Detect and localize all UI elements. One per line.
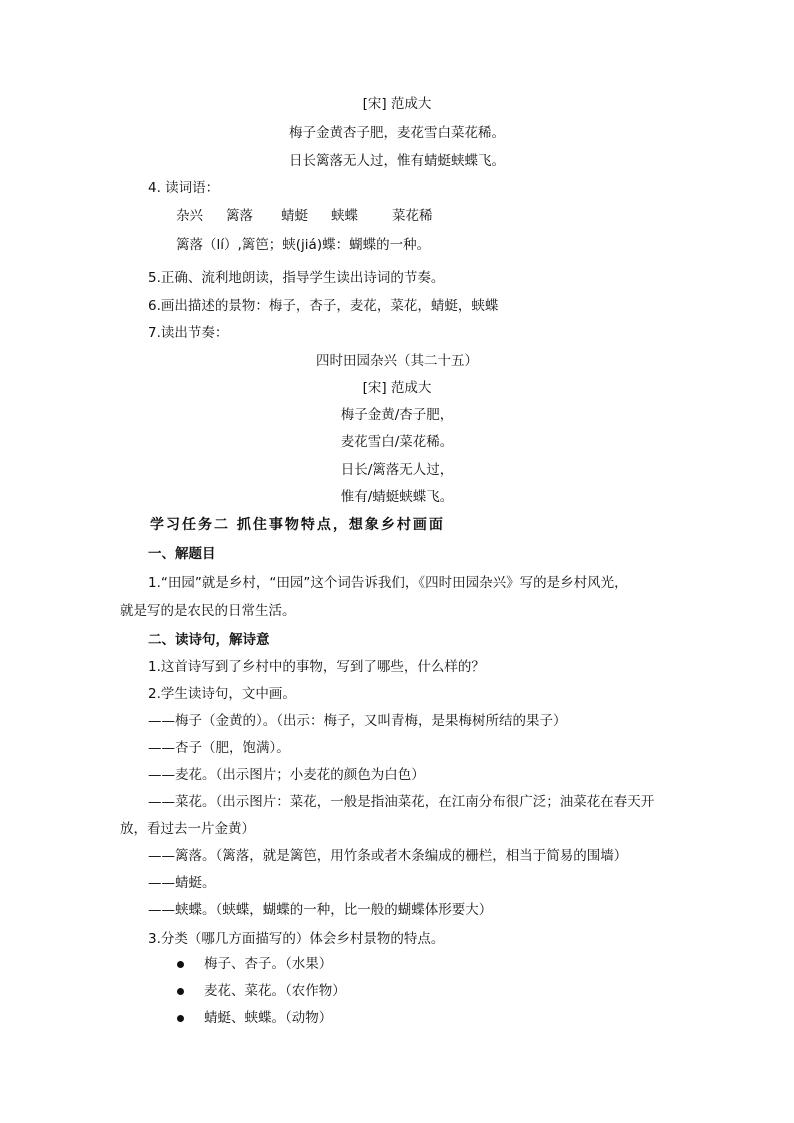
section2-q2: 2.学生读诗句，文中画。 <box>148 686 296 702</box>
vocab-word-2: 篱落 <box>226 208 253 224</box>
list-item: ——蜻蜓。 <box>148 875 216 891</box>
step6: 6.画出描述的景物：梅子，杏子，麦花，菜花，蜻蜓，蛱蝶 <box>148 298 499 314</box>
bullet-icon <box>177 1015 184 1022</box>
section2-q1: 1.这首诗写到了乡村中的事物，写到了哪些，什么样的？ <box>148 659 485 675</box>
step4-title: 4. 读词语： <box>148 180 220 196</box>
poem2-line4: 惟有/蜻蜓蛱蝶飞。 <box>340 489 454 505</box>
bullet-item: 蜻蜓、蛱蝶。（动物） <box>204 1010 333 1026</box>
list-item: ——麦花。（出示图片；小麦花的颜色为白色） <box>148 767 425 783</box>
bullet-icon <box>177 961 184 968</box>
section2-q3: 3.分类（哪几方面描写的）体会乡村景物的特点。 <box>148 931 445 947</box>
vocab-word-5: 菜花稀 <box>392 208 433 224</box>
poem2-line1: 梅子金黄/杏子肥， <box>340 407 454 423</box>
vocab-word-4: 蛱蝶 <box>331 208 358 224</box>
list-item: ——杏子（肥，饱满）。 <box>148 740 290 756</box>
step7: 7.读出节奏： <box>148 325 229 341</box>
list-item: ——梅子（金黄的）。（出示：梅子，又叫青梅，是果梅树所结的果子） <box>148 713 567 729</box>
section1-para-line2: 就是写的是农民的日常生活。 <box>120 603 296 619</box>
list-item: ——蛱蝶。（蛱蝶，蝴蝶的一种，比一般的蝴蝶体形要大） <box>148 902 493 918</box>
vocab-word-3: 蜻蜓 <box>281 208 308 224</box>
poem1-line2: 日长篱落无人过，惟有蜻蜓蛱蝶飞。 <box>289 153 505 169</box>
poem2-line3: 日长/篱落无人过， <box>340 462 454 478</box>
task2-heading: 学习任务二 抓住事物特点，想象乡村画面 <box>150 517 445 533</box>
bullet-icon <box>177 988 184 995</box>
bullet-item: 梅子、杏子。（水果） <box>204 956 333 972</box>
list-item: ——篱落。（篱落，就是篱笆，用竹条或者木条编成的栅栏，相当于简易的围墙） <box>148 848 628 864</box>
step5: 5.正确、流利地朗读，指导学生读出诗词的节奏。 <box>148 270 445 286</box>
poem1-author: [宋] 范成大 <box>362 96 432 112</box>
vocab-note: 篱落（lí）,篱笆；蛱(jiá)蝶：蝴蝶的一种。 <box>176 237 431 253</box>
list-item: ——菜花。（出示图片：菜花，一般是指油菜花，在江南分布很广泛；油菜花在春天开 <box>148 794 655 810</box>
section1-para-line1: 1.“田园”就是乡村，“田园”这个词告诉我们，《四时田园杂兴》写的是乡村风光， <box>148 575 628 591</box>
poem2-line2: 麦花雪白/菜花稀。 <box>340 434 454 450</box>
poem1-line1: 梅子金黄杏子肥，麦花雪白菜花稀。 <box>289 125 505 141</box>
list-item: 放，看过去一片金黄） <box>120 821 255 837</box>
poem2-title: 四时田园杂兴（其二十五） <box>316 353 478 369</box>
poem2-author: [宋] 范成大 <box>362 380 432 396</box>
section2-heading: 二、读诗句，解诗意 <box>148 632 270 648</box>
bullet-item: 麦花、菜花。（农作物） <box>204 983 346 999</box>
vocab-word-1: 杂兴 <box>176 208 203 224</box>
section1-heading: 一、解题目 <box>148 546 216 562</box>
